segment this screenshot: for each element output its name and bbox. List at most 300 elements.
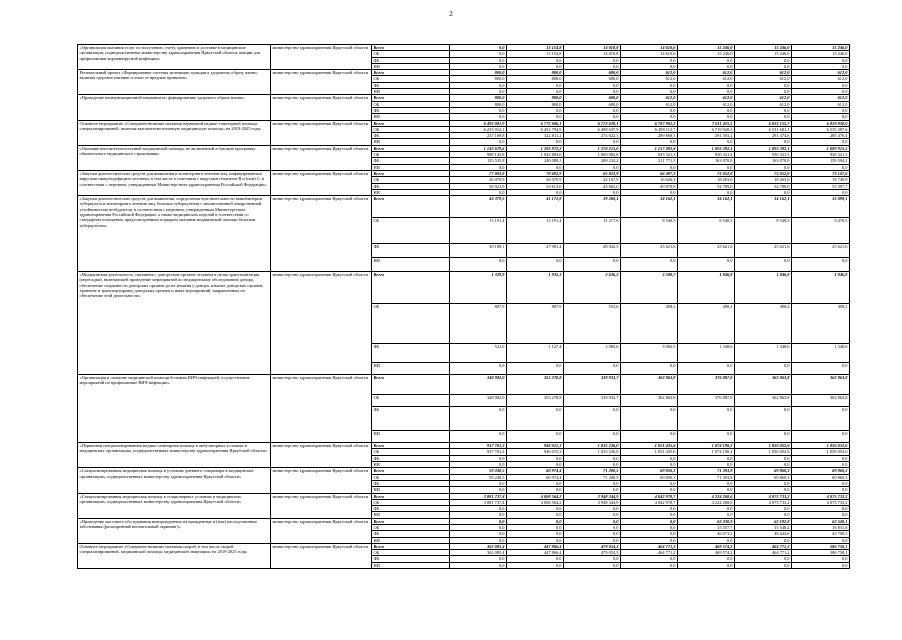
amount-cell: 0,0 <box>507 506 564 512</box>
amount-cell: 680,0 <box>564 70 621 76</box>
amount-cell: 0,0 <box>564 487 621 493</box>
amount-cell: 0,0 <box>507 524 564 530</box>
amount-cell: 0,0 <box>678 107 735 113</box>
amount-cell: 45 708,3 <box>792 531 850 537</box>
responsible-executor: министерство здравоохранения Иркутской области <box>271 70 372 95</box>
amount-cell: 0,0 <box>507 258 564 272</box>
funding-source: ОБ <box>372 177 450 183</box>
amount-cell: 0,0 <box>792 407 850 431</box>
amount-cell: 0,0 <box>678 189 735 195</box>
amount-cell: 0,0 <box>792 189 850 195</box>
amount-cell: 71 200,5 <box>564 474 621 480</box>
amount-cell: 59 248,5 <box>450 474 507 480</box>
amount-cell: 211 771,5 <box>621 158 678 164</box>
amount-cell: 41 172,8 <box>507 196 564 218</box>
amount-cell: 15 246,0 <box>678 51 735 57</box>
amount-cell: 0,0 <box>792 556 850 562</box>
funding-source: ФБ <box>372 455 450 461</box>
amount-cell: 0,0 <box>678 114 735 120</box>
amount-cell: 800,0 <box>507 95 564 101</box>
activity-description: «Закупки диагностических средств для выявления, определения чувствительности микобактерии туберкулеза и мониторинга лечения лиц, больных туберкулезом с множественной лекарственной устойчивостью возбудителя, в соответствии с перечнем, утвержденным Министерством здравоохранения Российской Федерации, а также медицинских изделий в соответствии со стандартом оснащения, предусмотренным порядком оказания медицинской помощи больным туберкулезом» <box>78 196 271 272</box>
funding-source: ФБ <box>372 107 450 113</box>
amount-cell: 0,0 <box>792 57 850 63</box>
amount-cell: 2 636,2 <box>564 272 621 304</box>
activity-description: «Специализированная медицинская помощь в условиях дневного стационара в медицинских организациях, подведомственных министерству здравоохранения Иркутской области» <box>78 468 271 493</box>
activity-description: «Организация оказания услуг по получению, учету, хранению и доставке в медицинские организации, подведомственные министерству здравоохранения Иркутской области, вакцин для профилактики коронавирусной инфекции» <box>78 45 271 70</box>
amount-cell: 0,0 <box>564 562 621 568</box>
amount-cell: 0,0 <box>507 518 564 524</box>
funding-source: ФБ <box>372 344 450 363</box>
amount-cell: 612,0 <box>621 70 678 76</box>
amount-cell: 1 348,6 <box>792 344 850 363</box>
amount-cell: 6 719 920,3 <box>678 126 735 132</box>
amount-cell: 0,0 <box>792 487 850 493</box>
amount-cell: 1 074 190,2 <box>678 449 735 455</box>
amount-cell: 4 075 733,2 <box>792 493 850 499</box>
amount-cell: 0,0 <box>792 480 850 486</box>
responsible-executor: министерство здравоохранения Иркутской области <box>271 443 372 468</box>
amount-cell: 13 191,4 <box>450 218 507 244</box>
amount-cell: 1 074 190,2 <box>678 443 735 449</box>
amount-cell: 0,0 <box>792 82 850 88</box>
amount-cell: 4 042 978,7 <box>621 499 678 505</box>
amount-cell: 0,0 <box>450 363 507 375</box>
amount-cell: 612,0 <box>735 70 792 76</box>
funding-source: ОБ <box>372 449 450 455</box>
amount-cell: 11 217,6 <box>564 218 621 244</box>
activity-description: «Медицинская деятельность, связанная с донорством органов человека в целях трансплантации (пересадки), включающей проведение мероприятий по медицинскому обследованию донора, обеспечение сохранности донорских органов до их изъятия у донора, изъятие донорских органов, хранение и транспортировку донорских органов и иных мероприятий, направленных на обеспечение этой деятельности» <box>78 272 271 375</box>
amount-cell: 62 192,8 <box>735 518 792 524</box>
amount-cell: 0,0 <box>564 189 621 195</box>
table-row <box>78 196 850 218</box>
responsible-executor: министерство здравоохранения Иркутской области <box>271 493 372 518</box>
funding-source: НИ <box>372 537 450 543</box>
amount-cell: 0,0 <box>621 258 678 272</box>
amount-cell: 3 002,5 <box>621 344 678 363</box>
amount-cell: 0,0 <box>621 487 678 493</box>
amount-cell: 0,0 <box>735 431 792 443</box>
amount-cell: 0,0 <box>450 258 507 272</box>
amount-cell: 73 147,6 <box>792 170 850 176</box>
amount-cell: 988 143,8 <box>450 152 507 158</box>
amount-cell: 7 011 425,5 <box>678 120 735 126</box>
amount-cell: 362 085,4 <box>450 550 507 556</box>
amount-cell: 6 772 639,1 <box>564 120 621 126</box>
amount-cell: 39 260,1 <box>564 196 621 218</box>
funding-source: НИ <box>372 89 450 95</box>
amount-cell: 0,0 <box>792 455 850 461</box>
amount-cell: 339 933,7 <box>564 395 621 407</box>
amount-cell: 159 594,2 <box>792 158 850 164</box>
amount-cell: 69 850,3 <box>621 474 678 480</box>
amount-cell: 0,0 <box>678 480 735 486</box>
amount-cell: 15 246,0 <box>792 51 850 57</box>
amount-cell: 0,0 <box>621 164 678 170</box>
amount-cell: 3 881 737,4 <box>450 493 507 499</box>
amount-cell: 479 054,3 <box>564 550 621 556</box>
amount-cell: 612,0 <box>621 76 678 82</box>
funding-source: ФБ <box>372 531 450 537</box>
amount-cell: 18 263,0 <box>678 177 735 183</box>
amount-cell: 1 935,3 <box>507 272 564 304</box>
amount-cell: 0,0 <box>792 114 850 120</box>
amount-cell: 155 535,8 <box>450 158 507 164</box>
amount-cell: 937 701,2 <box>450 443 507 449</box>
amount-cell: 0,0 <box>564 431 621 443</box>
amount-cell: 6 255 912,1 <box>450 126 507 132</box>
amount-cell: 946 015,3 <box>507 443 564 449</box>
amount-cell: 60 974,4 <box>507 468 564 474</box>
amount-cell: 0,0 <box>735 107 792 113</box>
amount-cell: 0,0 <box>735 258 792 272</box>
amount-cell: 1 348,6 <box>678 344 735 363</box>
amount-cell: 0,0 <box>678 556 735 562</box>
amount-cell: 4 075 733,2 <box>792 499 850 505</box>
amount-cell: 0,0 <box>507 531 564 537</box>
funding-source: ОБ <box>372 524 450 530</box>
amount-cell: 77 003,8 <box>450 170 507 176</box>
amount-cell: 53 397,7 <box>792 183 850 189</box>
amount-cell: 0,0 <box>792 537 850 543</box>
amount-cell: 0,0 <box>450 139 507 145</box>
amount-cell: 0,0 <box>678 487 735 493</box>
amount-cell: 200 232,2 <box>564 158 621 164</box>
amount-cell: 0,0 <box>564 537 621 543</box>
amount-cell: 0,0 <box>564 164 621 170</box>
amount-cell: 0,0 <box>507 164 564 170</box>
amount-cell: 0,0 <box>507 407 564 431</box>
amount-cell: 1 270 215,0 <box>564 145 621 151</box>
amount-cell: 1 069 982,8 <box>564 152 621 158</box>
amount-cell: 1 348,6 <box>735 344 792 363</box>
amount-cell: 0,0 <box>564 114 621 120</box>
amount-cell: 0,0 <box>450 89 507 95</box>
amount-cell: 13 154,8 <box>507 51 564 57</box>
activity-description: «Первичная специализированная медико-санитарная помощь в амбулаторных условиях в медицинских организациях, подведомственных министерству здравоохранения Иркутской области» <box>78 443 271 468</box>
amount-cell: 800,0 <box>450 76 507 82</box>
amount-cell: 60 974,4 <box>507 474 564 480</box>
amount-cell: 930 321,3 <box>792 152 850 158</box>
amount-cell: 0,0 <box>678 512 735 518</box>
amount-cell: 8 540,5 <box>621 218 678 244</box>
amount-cell: 0,0 <box>621 562 678 568</box>
amount-cell: 6 498 637,9 <box>564 126 621 132</box>
amount-cell: 15 246,0 <box>678 45 735 51</box>
amount-cell: 0,0 <box>507 487 564 493</box>
amount-cell: 362 863,8 <box>735 395 792 407</box>
amount-cell: 0,0 <box>678 363 735 375</box>
amount-cell: 15 548,2 <box>735 524 792 530</box>
amount-cell: 0,0 <box>678 57 735 63</box>
amount-cell: 0,0 <box>564 89 621 95</box>
amount-cell: 322 811,2 <box>507 133 564 139</box>
amount-cell: 237 169,8 <box>450 133 507 139</box>
amount-cell: 339 933,7 <box>564 375 621 395</box>
funding-source: ОБ <box>372 101 450 107</box>
amount-cell: 13 191,4 <box>507 218 564 244</box>
amount-cell: 0,0 <box>450 107 507 113</box>
amount-cell: 0,0 <box>507 431 564 443</box>
amount-cell: 0,0 <box>507 512 564 518</box>
amount-cell: 0,0 <box>450 164 507 170</box>
amount-cell: 6 498 112,7 <box>621 126 678 132</box>
amount-cell: 0,0 <box>621 556 678 562</box>
amount-cell: 0,0 <box>678 89 735 95</box>
amount-cell: 25 621,6 <box>792 244 850 258</box>
amount-cell: 1 089 915,5 <box>792 145 850 151</box>
amount-cell: 26 079,9 <box>507 177 564 183</box>
amount-cell: 586 758,1 <box>792 550 850 556</box>
amount-cell: 800,0 <box>450 70 507 76</box>
activity-description: «Проведение коммуникационной кампании по формированию здорового образа жизни» <box>78 95 271 120</box>
amount-cell: 1 043 883,0 <box>507 152 564 158</box>
amount-cell: 0,0 <box>450 487 507 493</box>
amount-cell: 353 278,8 <box>507 395 564 407</box>
amount-cell: 15 246,0 <box>792 45 850 51</box>
amount-cell: 0,0 <box>564 455 621 461</box>
amount-cell: 0,0 <box>450 45 507 51</box>
amount-cell: 0,0 <box>621 480 678 486</box>
funding-source: Всего <box>372 95 450 101</box>
amount-cell: 1 050 052,6 <box>792 449 850 455</box>
amount-cell: 0,0 <box>507 189 564 195</box>
amount-cell: 376 887,0 <box>678 395 735 407</box>
amount-cell: 25 621,6 <box>678 244 735 258</box>
amount-cell: 0,0 <box>735 556 792 562</box>
amount-cell: 0,0 <box>621 512 678 518</box>
amount-cell: 1 051 435,6 <box>621 443 678 449</box>
amount-cell: 612,0 <box>621 101 678 107</box>
amount-cell: 22 167,9 <box>564 177 621 183</box>
amount-cell: 6 820 858,0 <box>792 120 850 126</box>
funding-source: Всего <box>372 45 450 51</box>
amount-cell: 800,0 <box>507 101 564 107</box>
amount-cell: 0,0 <box>507 462 564 468</box>
amount-cell: 0,0 <box>450 82 507 88</box>
amount-cell: 6 775 606,1 <box>507 120 564 126</box>
amount-cell: 0,0 <box>792 139 850 145</box>
amount-cell: 800,0 <box>450 95 507 101</box>
amount-cell: 4 008 564,2 <box>507 499 564 505</box>
funding-source: ФБ <box>372 480 450 486</box>
amount-cell: 0,0 <box>678 164 735 170</box>
amount-cell: 0,0 <box>507 480 564 486</box>
funding-source: Всего <box>372 170 450 176</box>
amount-cell: 353 278,8 <box>507 375 564 395</box>
amount-cell: 1 127,4 <box>507 344 564 363</box>
amount-cell: 0,0 <box>564 407 621 431</box>
amount-cell: 0,0 <box>621 107 678 113</box>
amount-cell: 348 982,0 <box>450 375 507 395</box>
amount-cell: 65 832,9 <box>564 170 621 176</box>
funding-source: НИ <box>372 462 450 468</box>
amount-cell: 34 162,1 <box>678 196 735 218</box>
amount-cell: 0,0 <box>735 63 792 69</box>
amount-cell: 15 557,7 <box>678 524 735 530</box>
amount-cell: 73 052,0 <box>678 170 735 176</box>
amount-cell: 0,0 <box>564 258 621 272</box>
amount-cell: 69 860,3 <box>792 468 850 474</box>
amount-cell: 930 321,3 <box>678 152 735 158</box>
amount-cell: 0,0 <box>735 455 792 461</box>
amount-cell: 0,0 <box>792 462 850 468</box>
amount-cell: 71 393,8 <box>678 468 735 474</box>
amount-cell: 50 923,9 <box>450 183 507 189</box>
amount-cell: 0,0 <box>450 51 507 57</box>
funding-source: ОБ <box>372 51 450 57</box>
amount-cell: 1 846,8 <box>735 272 792 304</box>
amount-cell: 4 075 733,2 <box>735 499 792 505</box>
amount-cell: 0,0 <box>735 82 792 88</box>
amount-cell: 807,9 <box>507 304 564 344</box>
amount-cell: 0,0 <box>450 431 507 443</box>
amount-cell: 0,0 <box>564 531 621 537</box>
amount-cell: 469 574,2 <box>678 543 735 549</box>
amount-cell: 0,0 <box>792 431 850 443</box>
amount-cell: 0,0 <box>450 455 507 461</box>
amount-cell: 800,0 <box>450 101 507 107</box>
amount-cell: 0,0 <box>735 562 792 568</box>
funding-source: ФБ <box>372 407 450 431</box>
amount-cell: 14 018,8 <box>564 45 621 51</box>
amount-cell: 66 497,2 <box>621 170 678 176</box>
amount-cell: 0,0 <box>564 480 621 486</box>
amount-cell: 0,0 <box>735 537 792 543</box>
amount-cell: 0,0 <box>735 512 792 518</box>
funding-source: НИ <box>372 139 450 145</box>
funding-source: Всего <box>372 272 450 304</box>
amount-cell: 291 474,6 <box>735 133 792 139</box>
amount-cell: 1 050 052,6 <box>735 443 792 449</box>
amount-cell: 0,0 <box>678 562 735 568</box>
amount-cell: 69 860,3 <box>735 474 792 480</box>
funding-source: НИ <box>372 164 450 170</box>
amount-cell: 0,0 <box>792 506 850 512</box>
funding-source: ОБ <box>372 550 450 556</box>
amount-cell: 34 162,1 <box>621 196 678 218</box>
amount-cell: 0,0 <box>792 63 850 69</box>
amount-cell: 25 621,6 <box>735 244 792 258</box>
amount-cell: 362 863,8 <box>621 395 678 407</box>
funding-source: ФБ <box>372 244 450 258</box>
amount-cell: 0,0 <box>621 531 678 537</box>
amount-cell: 0,0 <box>450 462 507 468</box>
amount-cell: 0,0 <box>507 556 564 562</box>
amount-cell: 0,0 <box>735 506 792 512</box>
amount-cell: 0,0 <box>621 139 678 145</box>
amount-cell: 0,0 <box>564 506 621 512</box>
amount-cell: 0,0 <box>735 189 792 195</box>
amount-cell: 464 771,2 <box>621 550 678 556</box>
amount-cell: 79 692,9 <box>507 170 564 176</box>
amount-cell: 362 863,8 <box>621 375 678 395</box>
amount-cell: 14 018,8 <box>564 51 621 57</box>
amount-cell: 274 022,3 <box>564 133 621 139</box>
funding-source: Всего <box>372 70 450 76</box>
amount-cell: 6 493 081,9 <box>450 120 507 126</box>
amount-cell: 376 887,0 <box>678 375 735 395</box>
amount-cell: 0,0 <box>678 82 735 88</box>
funding-source: ОБ <box>372 218 450 244</box>
amount-cell: 0,0 <box>735 89 792 95</box>
funding-source: Всего <box>372 120 450 126</box>
amount-cell: 0,0 <box>564 556 621 562</box>
amount-cell: 1 157 092,8 <box>621 145 678 151</box>
amount-cell: 53 613,0 <box>507 183 564 189</box>
amount-cell: 0,0 <box>450 531 507 537</box>
amount-cell: 240 089,2 <box>507 158 564 164</box>
amount-cell: 54 789,0 <box>735 183 792 189</box>
amount-cell: 0,0 <box>678 139 735 145</box>
amount-cell: 0,0 <box>507 139 564 145</box>
funding-source: НИ <box>372 114 450 120</box>
budget-table <box>77 44 850 569</box>
amount-cell: 0,0 <box>621 189 678 195</box>
funding-source: ФБ <box>372 158 450 164</box>
amount-cell: 0,0 <box>450 562 507 568</box>
amount-cell: 0,0 <box>792 258 850 272</box>
funding-source: ОБ <box>372 395 450 407</box>
amount-cell: 612,0 <box>735 76 792 82</box>
activity-description: Региональный проект «Формирование системы мотивации граждан к здоровому образу жизни, включая здоровое питание и отказ от вредных привычек» <box>78 70 271 95</box>
amount-cell: 612,0 <box>735 95 792 101</box>
amount-cell: 0,0 <box>678 407 735 431</box>
amount-cell: 14 610,6 <box>621 51 678 57</box>
funding-source: ФБ <box>372 82 450 88</box>
amount-cell: 6 452 794,9 <box>507 126 564 132</box>
funding-source: НИ <box>372 63 450 69</box>
responsible-executor: министерство здравоохранения Иркутской области <box>271 375 372 443</box>
amount-cell: 0,0 <box>621 407 678 431</box>
amount-cell: 0,0 <box>735 480 792 486</box>
funding-source: Всего <box>372 145 450 151</box>
amount-cell: 0,0 <box>621 537 678 543</box>
amount-cell: 54 789,0 <box>678 183 735 189</box>
amount-cell: 1 093 392,1 <box>678 145 735 151</box>
amount-cell: 0,0 <box>450 512 507 518</box>
table-row <box>78 272 850 304</box>
amount-cell: 18 263,0 <box>735 177 792 183</box>
amount-cell: 464 771,2 <box>735 550 792 556</box>
amount-cell: 553,6 <box>564 304 621 344</box>
amount-cell: 71 393,8 <box>678 474 735 480</box>
amount-cell: 0,0 <box>735 487 792 493</box>
amount-cell: 0,0 <box>564 82 621 88</box>
amount-cell: 34 162,1 <box>735 196 792 218</box>
amount-cell: 0,0 <box>678 63 735 69</box>
amount-cell: 15 246,0 <box>735 45 792 51</box>
funding-source: Всего <box>372 468 450 474</box>
amount-cell: 35 098,1 <box>792 196 850 218</box>
funding-source: ОБ <box>372 474 450 480</box>
page-number: 2 <box>449 10 453 18</box>
funding-source: Всего <box>372 493 450 499</box>
amount-cell: 1 050 052,6 <box>792 443 850 449</box>
amount-cell: 0,0 <box>450 114 507 120</box>
funding-source: НИ <box>372 363 450 375</box>
amount-cell: 362 863,8 <box>735 375 792 395</box>
amount-cell: 680,0 <box>564 101 621 107</box>
funding-source: Всего <box>372 518 450 524</box>
amount-cell: 0,0 <box>507 455 564 461</box>
amount-cell: 0,0 <box>507 89 564 95</box>
amount-cell: 163 070,8 <box>678 158 735 164</box>
amount-cell: 69 860,3 <box>735 468 792 474</box>
responsible-executor: министерство здравоохранения Иркутской области <box>271 196 372 272</box>
amount-cell: 1 051 435,6 <box>621 449 678 455</box>
amount-cell: 0,0 <box>564 524 621 530</box>
amount-cell: 0,0 <box>792 107 850 113</box>
